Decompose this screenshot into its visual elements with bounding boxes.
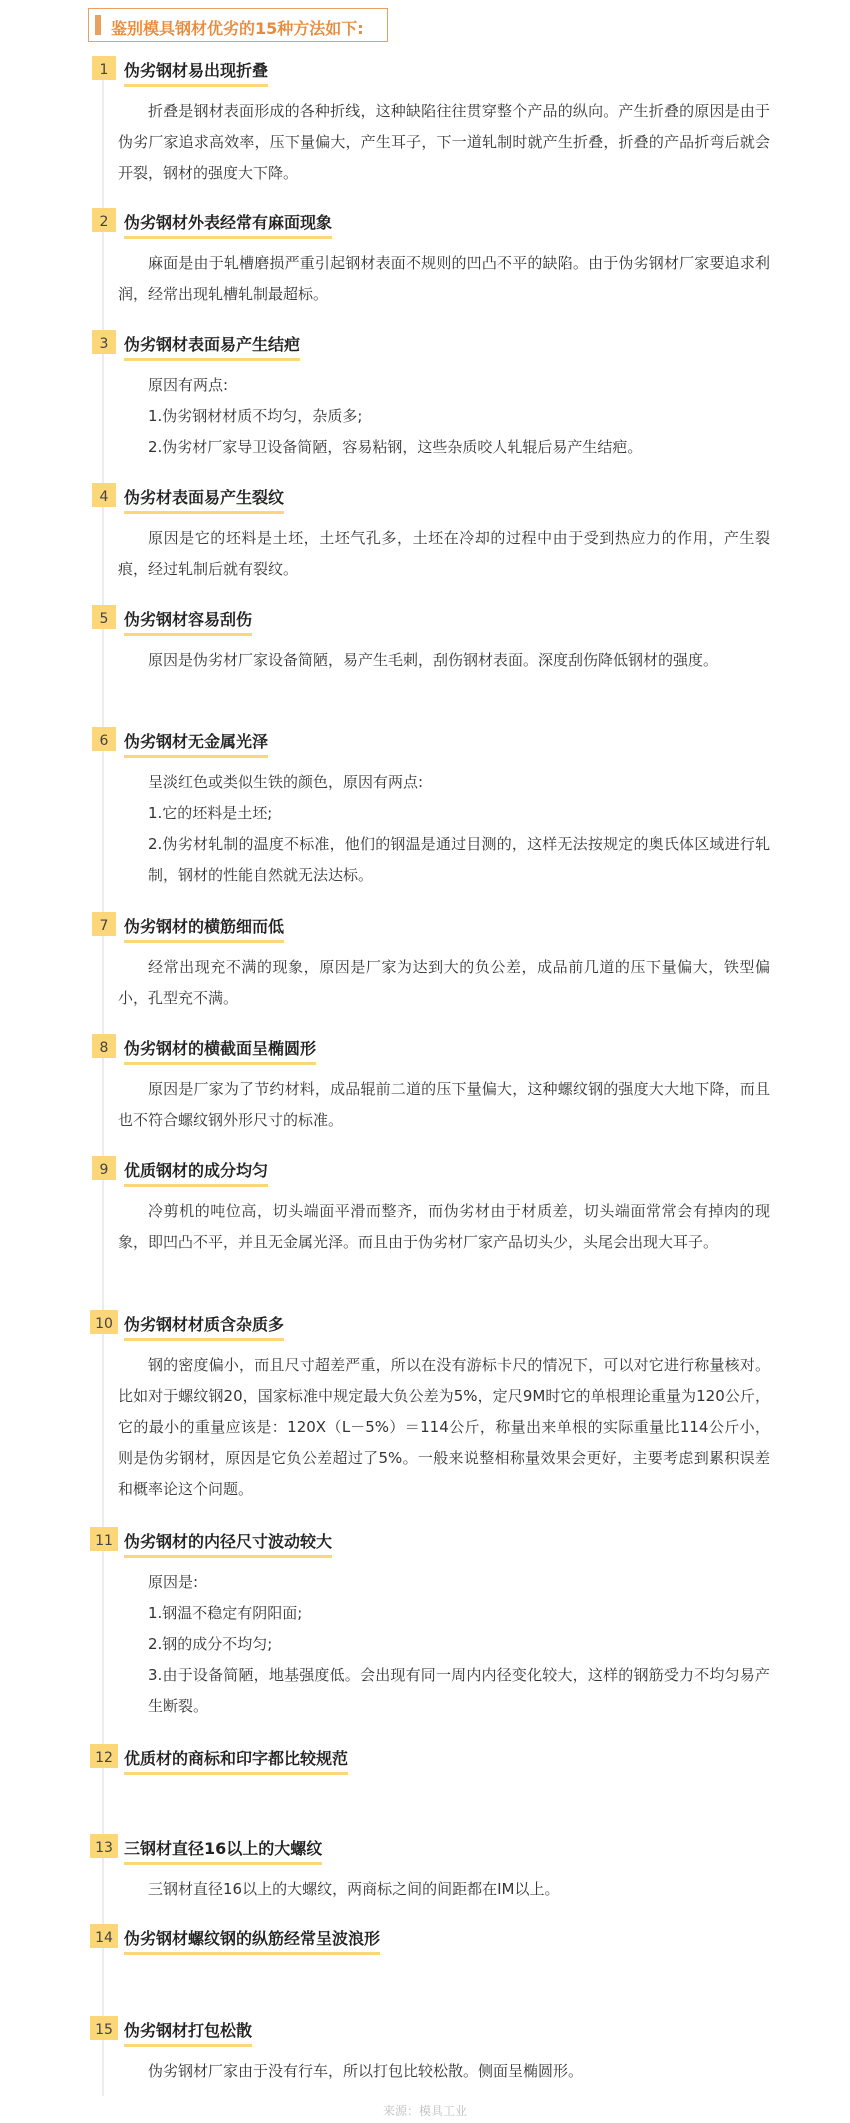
number-badge: 8 [92,1034,116,1058]
method-paragraph: 三钢材直径16以上的大螺纹，两商标之间的间距都在IM以上。 [148,1880,560,1898]
method-line: 2.伪劣材厂家导卫设备简陋，容易粘钢，这些杂质咬人轧辊后易产生结疤。 [148,438,643,456]
method-title: 伪劣钢材打包松散 [124,2018,252,2047]
method-body [118,96,770,189]
timeline-line [102,56,104,2096]
method-body [118,1196,770,1258]
method-body [118,645,770,676]
number-badge: 9 [92,1156,116,1180]
title-wrap [124,914,284,943]
title-wrap [124,210,332,239]
method-body [118,248,770,310]
header-box [88,8,388,42]
method-paragraph: 伪劣钢材厂家由于没有行车，所以打包比较松散。侧面呈椭圆形。 [148,2062,584,2080]
method-paragraph: 麻面是由于轧槽磨损严重引起钢材表面不规则的凹凸不平的缺陷。由于伪劣钢材厂家要追求利润，经常出现轧槽轧制最超标。 [118,254,770,303]
method-title: 伪劣钢材容易刮伤 [124,607,252,636]
title-wrap [124,2018,252,2047]
method-line: 原因有两点: [148,376,229,394]
title-wrap [124,1836,322,1865]
header-accent-bar [95,15,101,35]
number-badge: 6 [92,727,116,751]
title-wrap [124,1036,316,1065]
method-paragraph: 经常出现充不满的现象，原因是厂家为达到大的负公差，成品前几道的压下量偏大，铁型偏小，孔型充不满。 [118,958,770,1007]
method-paragraph: 折叠是钢材表面形成的各种折线，这种缺陷往往贯穿整个产品的纵向。产生折叠的原因是由于伪劣厂家追求高效率，压下量偏大，产生耳子，下一道轧制时就产生折叠，折叠的产品折弯后就会开裂，钢材的强度大下降。 [118,102,770,182]
method-body [118,952,770,1014]
method-line: 1.它的坯料是土坯; [148,804,273,822]
method-paragraph: 冷剪机的吨位高，切头端面平滑而整齐，而伪劣材由于材质差，切头端面常常会有掉肉的现象，即凹凸不平，并且无金属光泽。而且由于伪劣材厂家产品切头少，头尾会出现大耳子。 [118,1202,770,1251]
method-title: 伪劣钢材的横筋细而低 [124,914,284,943]
method-title: 三钢材直径16以上的大螺纹 [124,1836,322,1865]
number-badge: 4 [92,483,116,507]
method-body [118,1874,770,1905]
source-credit: 来源：模具工业 [382,2104,467,2118]
number-badge: 11 [90,1527,118,1551]
method-title: 伪劣钢材的内径尺寸波动较大 [124,1529,332,1558]
title-wrap [124,1926,380,1955]
title-wrap [124,485,284,514]
method-title: 优质钢材的成分均匀 [124,1158,268,1187]
method-line: 3.由于设备简陋，地基强度低。会出现有同一周内内径变化较大，这样的钢筋受力不均匀易产生断裂。 [148,1666,770,1715]
method-title: 伪劣钢材材质含杂质多 [124,1312,284,1341]
title-wrap [124,332,300,361]
number-badge: 5 [92,605,116,629]
number-badge: 10 [90,1310,118,1334]
method-line: 2.钢的成分不均匀; [148,1635,273,1653]
number-badge: 14 [90,1924,118,1948]
method-body [118,370,770,463]
method-title: 伪劣钢材的横截面呈椭圆形 [124,1036,316,1065]
method-paragraph: 原因是伪劣材厂家设备简陋，易产生毛刺，刮伤钢材表面。深度刮伤降低钢材的强度。 [148,651,719,669]
method-title: 伪劣钢材无金属光泽 [124,729,268,758]
method-line: 1.伪劣钢材材质不均匀，杂质多; [148,407,363,425]
title-wrap [124,58,268,87]
method-title: 伪劣钢材螺纹钢的纵筋经常呈波浪形 [124,1926,380,1955]
title-wrap [124,607,252,636]
method-body [118,523,770,585]
number-badge: 13 [90,1834,118,1858]
method-title: 伪劣钢材外表经常有麻面现象 [124,210,332,239]
title-wrap [124,1529,332,1558]
title-wrap [124,729,268,758]
method-paragraph: 钢的密度偏小，而且尺寸超差严重，所以在没有游标卡尺的情况下，可以对它进行称量核对。比如对于螺纹钢20，国家标准中规定最大负公差为5%，定尺9M时它的单根理论重量为120公斤，它的最小的重量应该是：120X（L－5%）＝114公斤，称量出来单根的实际重量比114公斤小，则是伪劣钢材，原因是它负公差超过了5%。一般来说整相称量效果会更好，主要考虑到累积误差和概率论这个问题。 [118,1356,770,1498]
method-line: 原因是: [148,1573,199,1591]
method-body [118,2056,770,2087]
number-badge: 12 [90,1744,118,1768]
number-badge: 3 [92,330,116,354]
method-line: 呈淡红色或类似生铁的颜色，原因有两点: [148,773,424,791]
title-wrap [124,1158,268,1187]
number-badge: 15 [90,2016,118,2040]
method-body [118,1567,770,1722]
method-line: 1.钢温不稳定有阴阳面; [148,1604,303,1622]
number-badge: 2 [92,208,116,232]
title-wrap [124,1312,284,1341]
method-line: 2.伪劣材轧制的温度不标准，他们的钢温是通过目测的，这样无法按规定的奥氏体区域进行轧制，钢材的性能自然就无法达标。 [148,835,770,884]
page-title: 鉴别模具钢材优劣的15种方法如下: [111,19,364,38]
number-badge: 1 [92,56,116,80]
method-title: 伪劣材表面易产生裂纹 [124,485,284,514]
method-title: 伪劣钢材表面易产生结疤 [124,332,300,361]
method-title: 优质材的商标和印字都比较规范 [124,1746,348,1775]
number-badge: 7 [92,912,116,936]
method-body [118,1074,770,1136]
method-paragraph: 原因是厂家为了节约材料，成品辊前二道的压下量偏大，这种螺纹钢的强度大大地下降，而且也不符合螺纹钢外形尺寸的标准。 [118,1080,770,1129]
method-title: 伪劣钢材易出现折叠 [124,58,268,87]
method-body [118,767,770,891]
method-body [118,1350,770,1505]
method-paragraph: 原因是它的坯料是土坯，土坯气孔多，土坯在冷却的过程中由于受到热应力的作用，产生裂痕，经过轧制后就有裂纹。 [118,529,770,578]
title-wrap [124,1746,348,1775]
